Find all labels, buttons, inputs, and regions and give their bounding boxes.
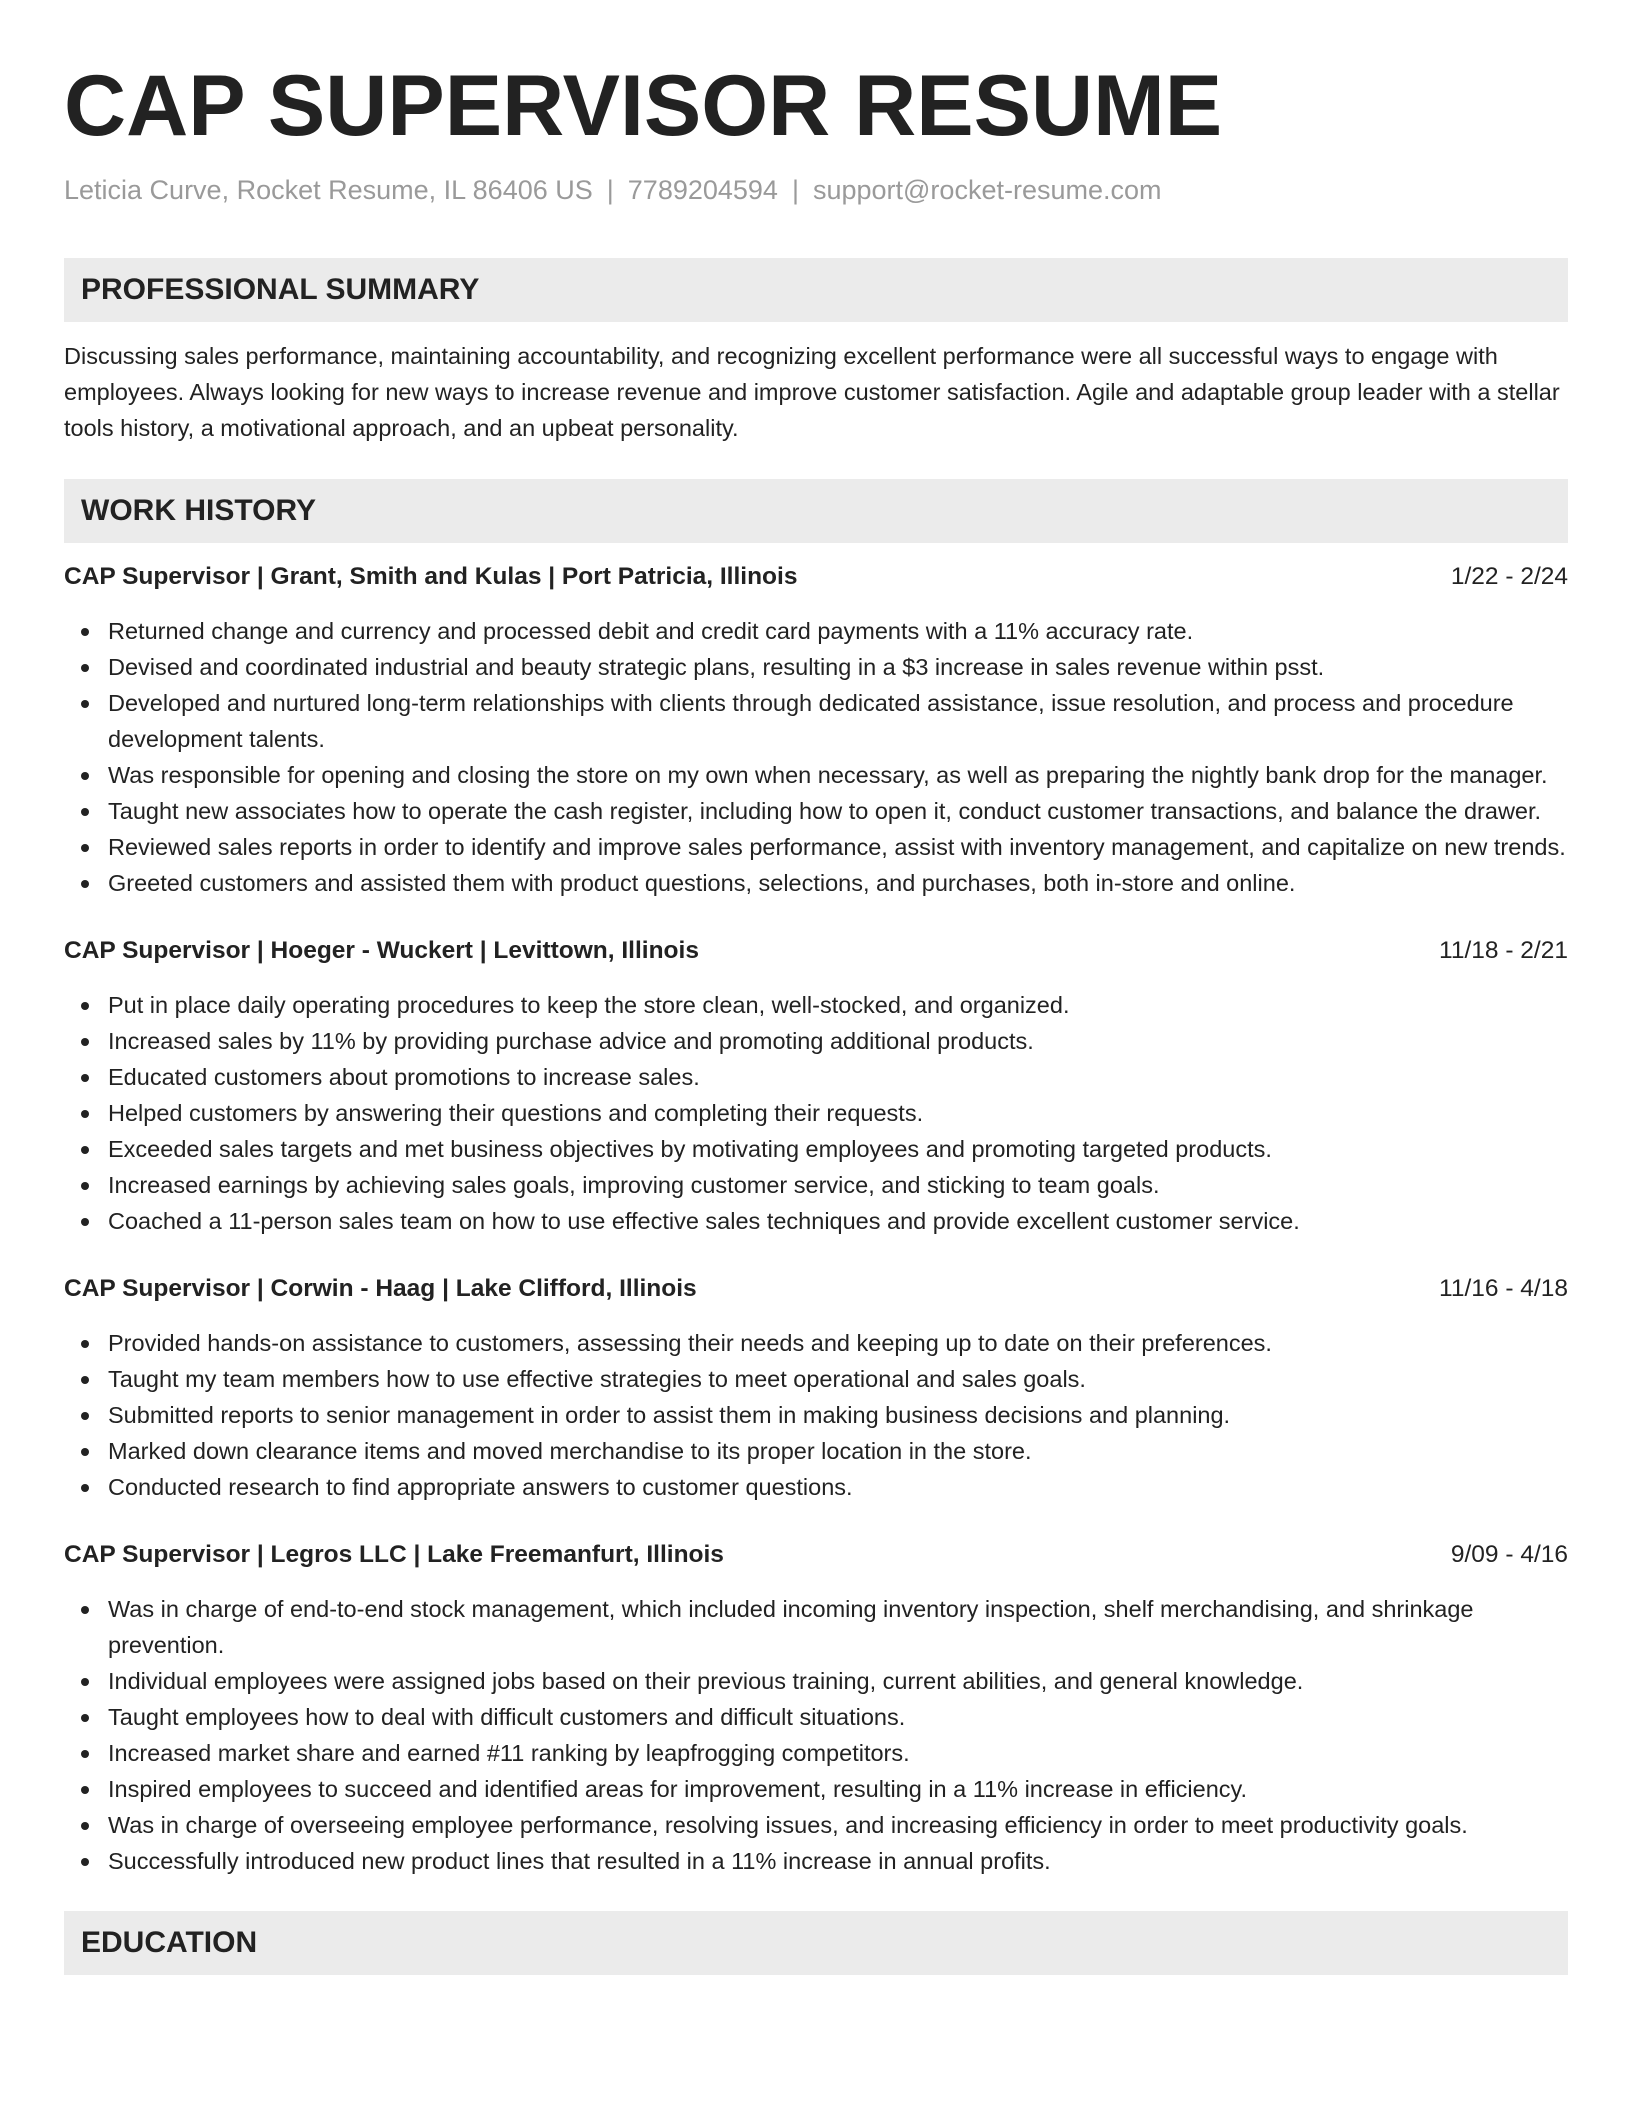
bullet-item: Conducted research to find appropriate answers to customer questions.	[64, 1469, 1568, 1505]
job-entry	[64, 1271, 1568, 1505]
bullet-item: Increased sales by 11% by providing purchase advice and promoting additional products.	[64, 1023, 1568, 1059]
bullet-item: Was in charge of end-to-end stock management, which included incoming inventory inspection, shelf merchandising, and shrinkage prevention.	[64, 1591, 1568, 1663]
job-bullets	[64, 1591, 1568, 1879]
bullet-item: Individual employees were assigned jobs based on their previous training, current abilities, and general knowledge.	[64, 1663, 1568, 1699]
bullet-item: Inspired employees to succeed and identified areas for improvement, resulting in a 11% increase in efficiency.	[64, 1771, 1568, 1807]
job-entry	[64, 559, 1568, 901]
bullet-item: Coached a 11-person sales team on how to use effective sales techniques and provide excellent customer service.	[64, 1203, 1568, 1239]
resume-page	[64, 0, 1568, 1975]
job-entry	[64, 933, 1568, 1239]
contact-separator: |	[791, 175, 799, 205]
contact-phone: 7789204594	[627, 175, 778, 205]
job-dates: 9/09 - 4/16	[1450, 1541, 1568, 1568]
contact-email: support@rocket-resume.com	[812, 175, 1162, 205]
bullet-item: Educated customers about promotions to increase sales.	[64, 1059, 1568, 1095]
job-dates: 11/16 - 4/18	[1439, 1275, 1568, 1302]
bullet-item: Put in place daily operating procedures to keep the store clean, well-stocked, and organized.	[64, 987, 1568, 1023]
job-title: CAP Supervisor | Corwin - Haag | Lake Clifford, Illinois	[64, 1275, 697, 1302]
bullet-item: Increased earnings by achieving sales goals, improving customer service, and sticking to team goals.	[64, 1167, 1568, 1203]
section-heading-summary: PROFESSIONAL SUMMARY	[64, 258, 1568, 322]
contact-line	[64, 172, 1568, 208]
bullet-item: Taught my team members how to use effective strategies to meet operational and sales goals.	[64, 1361, 1568, 1397]
job-bullets	[64, 987, 1568, 1239]
job-title: CAP Supervisor | Grant, Smith and Kulas | Port Patricia, Illinois	[64, 563, 798, 590]
bullet-item: Provided hands-on assistance to customers, assessing their needs and keeping up to date on their preferences.	[64, 1325, 1568, 1361]
bullet-item: Was responsible for opening and closing the store on my own when necessary, as well as preparing the nightly bank drop for the manager.	[64, 757, 1568, 793]
job-bullets	[64, 613, 1568, 901]
job-entry	[64, 1537, 1568, 1879]
job-header	[64, 1271, 1568, 1307]
job-dates: 1/22 - 2/24	[1450, 563, 1568, 590]
job-header	[64, 933, 1568, 969]
bullet-item: Developed and nurtured long-term relationships with clients through dedicated assistance, issue resolution, and process and procedure development talents.	[64, 685, 1568, 757]
bullet-item: Devised and coordinated industrial and beauty strategic plans, resulting in a $3 increase in sales revenue within psst.	[64, 649, 1568, 685]
bullet-item: Returned change and currency and processed debit and credit card payments with a 11% accuracy rate.	[64, 613, 1568, 649]
section-heading-education: EDUCATION	[64, 1911, 1568, 1975]
bullet-item: Taught new associates how to operate the cash register, including how to open it, conduct customer transactions, and balance the drawer.	[64, 793, 1568, 829]
contact-separator: |	[606, 175, 614, 205]
contact-address: Leticia Curve, Rocket Resume, IL 86406 US	[64, 175, 593, 205]
bullet-item: Reviewed sales reports in order to identify and improve sales performance, assist with inventory management, and capitalize on new trends.	[64, 829, 1568, 865]
job-dates: 11/18 - 2/21	[1439, 937, 1568, 964]
job-header	[64, 1537, 1568, 1573]
summary-text: Discussing sales performance, maintaining accountability, and recognizing excellent performance were all successful ways to engage with employees. Always looking for new ways to increase revenue and improve customer satisfaction. Agile and adaptable group leader with a stellar tools history, a motivational approach, and an upbeat personality.	[64, 343, 1560, 441]
bullet-item: Greeted customers and assisted them with product questions, selections, and purchases, both in-store and online.	[64, 865, 1568, 901]
job-title: CAP Supervisor | Legros LLC | Lake Freemanfurt, Illinois	[64, 1541, 724, 1568]
job-bullets	[64, 1325, 1568, 1505]
bullet-item: Successfully introduced new product lines that resulted in a 11% increase in annual profits.	[64, 1843, 1568, 1879]
job-header	[64, 559, 1568, 595]
bullet-item: Increased market share and earned #11 ranking by leapfrogging competitors.	[64, 1735, 1568, 1771]
bullet-item: Exceeded sales targets and met business objectives by motivating employees and promoting targeted products.	[64, 1131, 1568, 1167]
bullet-item: Helped customers by answering their questions and completing their requests.	[64, 1095, 1568, 1131]
bullet-item: Was in charge of overseeing employee performance, resolving issues, and increasing efficiency in order to meet productivity goals.	[64, 1807, 1568, 1843]
job-title: CAP Supervisor | Hoeger - Wuckert | Levittown, Illinois	[64, 937, 699, 964]
bullet-item: Marked down clearance items and moved merchandise to its proper location in the store.	[64, 1433, 1568, 1469]
bullet-item: Taught employees how to deal with difficult customers and difficult situations.	[64, 1699, 1568, 1735]
resume-title: CAP SUPERVISOR RESUME	[64, 58, 1223, 154]
section-heading-work-history: WORK HISTORY	[64, 479, 1568, 543]
bullet-item: Submitted reports to senior management in order to assist them in making business decisions and planning.	[64, 1397, 1568, 1433]
